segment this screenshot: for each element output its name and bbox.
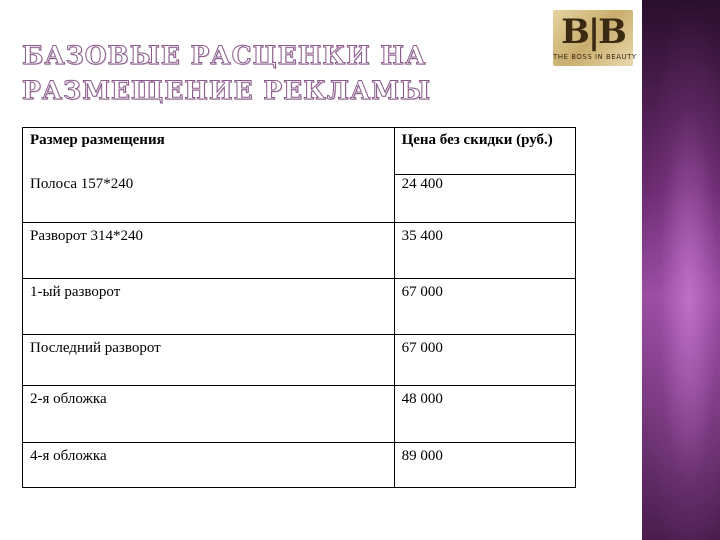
table-row — [23, 223, 576, 279]
cell-size: Полоса 157*240 — [23, 175, 395, 223]
cell-price: 24 400 — [394, 175, 575, 223]
cell-size: 1-ый разворот — [23, 279, 395, 335]
cell-price: 67 000 — [394, 335, 575, 386]
table-row — [23, 175, 576, 223]
title-line-1: БАЗОВЫЕ РАСЦЕНКИ НА — [22, 41, 427, 70]
price-table — [22, 127, 576, 488]
cell-size: 2-я обложка — [23, 386, 395, 443]
table-row — [23, 386, 576, 443]
decorative-side-panel — [642, 0, 720, 540]
cell-price: 89 000 — [394, 443, 575, 488]
cell-price: 35 400 — [394, 223, 575, 279]
logo-mark: B|B — [561, 12, 625, 52]
table-row — [23, 443, 576, 488]
cell-price: 48 000 — [394, 386, 575, 443]
logo-tagline: THE BOSS IN BEAUTY — [553, 53, 637, 61]
title-line-2: РАЗМЕЩЕНИЕ РЕКЛАМЫ — [22, 76, 432, 105]
cell-size: Разворот 314*240 — [23, 223, 395, 279]
table-row — [23, 335, 576, 386]
table-row — [23, 279, 576, 335]
table-header-row — [23, 128, 576, 175]
cell-size: Последний разворот — [23, 335, 395, 386]
header-price: Цена без скидки (руб.) — [394, 128, 575, 175]
cell-size: 4-я обложка — [23, 443, 395, 488]
brand-logo — [553, 10, 637, 66]
slide-title — [22, 38, 442, 108]
cell-price: 67 000 — [394, 279, 575, 335]
header-size: Размер размещения — [23, 128, 395, 175]
